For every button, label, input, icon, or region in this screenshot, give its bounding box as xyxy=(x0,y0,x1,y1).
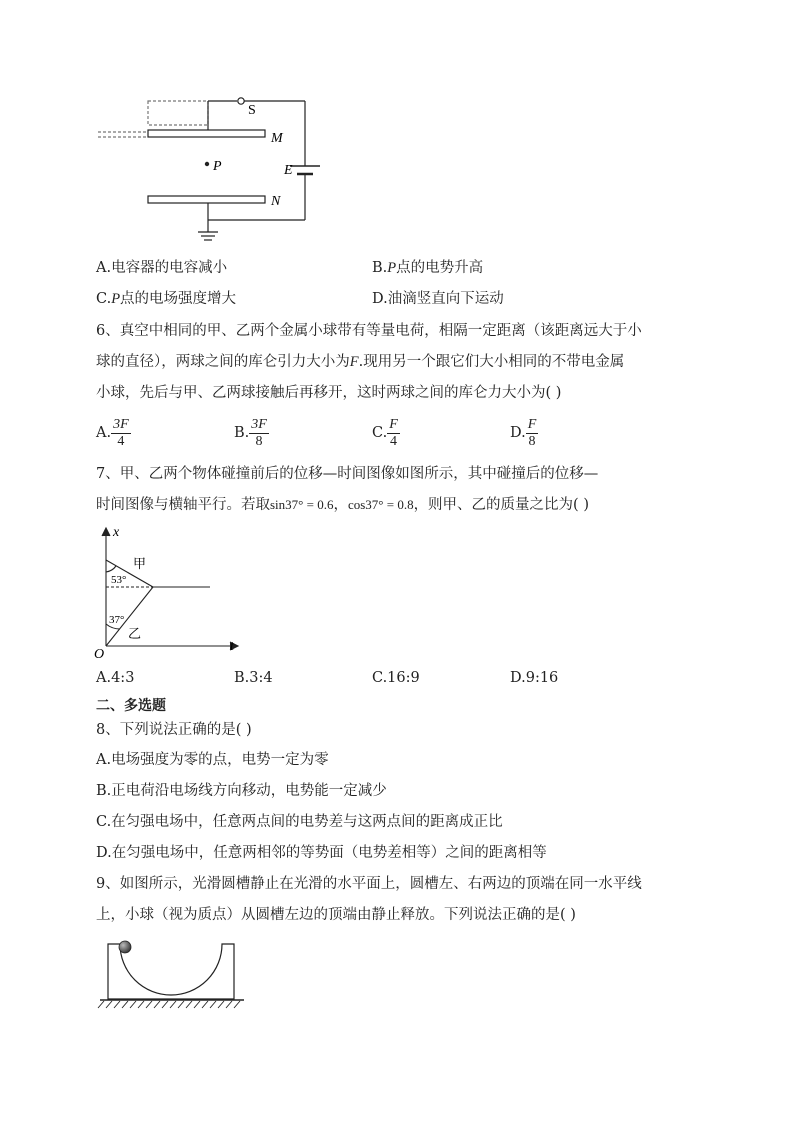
q9-stem-line1: 9、如图所示，光滑圆槽静止在光滑的水平面上，圆槽左、右两边的顶端在同一水平线 xyxy=(96,876,642,892)
q6-stem-line2: 球的直径），两球之间的库仑引力大小为F.现用另一个跟它们大小相同的不带电金属 xyxy=(96,354,625,370)
q7-option-b: B.3:4 xyxy=(234,670,273,686)
label-n: N xyxy=(271,194,281,209)
angle-53-label: 53° xyxy=(111,574,127,586)
q7-stem-line1: 7、甲、乙两个物体碰撞前后的位移—时间图像如图所示，其中碰撞后的位移— xyxy=(96,466,599,482)
q6-option-d: D. $\frac{F}{8}$ xyxy=(510,416,537,449)
axis-t-label: t xyxy=(230,639,234,654)
jia-label: 甲 xyxy=(133,556,147,571)
plate-n xyxy=(148,196,265,203)
q7-option-c: C.16:9 xyxy=(372,670,420,686)
q9-stem-line2: 上，小球（视为质点）从圆槽左边的顶端由静止释放。下列说法正确的是( ) xyxy=(96,907,576,923)
label-e: E xyxy=(284,163,293,178)
q8-option-b: B.正电荷沿电场线方向移动，电势能一定减少 xyxy=(96,783,387,799)
semicircular-groove-figure xyxy=(94,936,250,1016)
dashed-plate-outline xyxy=(148,101,208,125)
q6-option-a: A. $\frac{3F}{4}$ xyxy=(96,416,129,449)
label-p: P xyxy=(213,159,222,174)
ball xyxy=(119,941,131,953)
q6-option-b: B. $\frac{3F}{8}$ xyxy=(234,416,267,449)
q6-stem-line3: 小球，先后与甲、乙两球接触后再移开，这时两球之间的库仑力大小为( ) xyxy=(96,385,562,401)
q6-stem-line1: 6、真空中相同的甲、乙两个金属小球带有等量电荷，相隔一定距离（该距离远大于小 xyxy=(96,323,642,339)
q7-option-a: A.4:3 xyxy=(96,670,135,686)
label-s: S xyxy=(248,103,256,118)
capacitor-circuit-figure xyxy=(90,90,330,250)
q5-option-c: C.P点的电场强度增大 xyxy=(96,291,237,307)
origin-label: O xyxy=(94,647,105,660)
label-m: M xyxy=(271,131,283,146)
q6-option-c: C. $\frac{F}{4}$ xyxy=(372,416,398,449)
q8-option-a: A.电场强度为零的点，电势一定为零 xyxy=(96,752,329,768)
yi-label: 乙 xyxy=(128,626,142,641)
angle-37-label: 37° xyxy=(109,614,125,626)
q8-option-d: D.在匀强电场中，任意两相邻的等势面（电势差相等）之间的距离相等 xyxy=(96,845,547,861)
section-heading: 二、多选题 xyxy=(96,698,166,714)
point-p xyxy=(205,162,209,166)
q5-option-b: B.P点的电势升高 xyxy=(372,260,484,276)
plate-m xyxy=(148,130,265,137)
q7-stem-line2: 时间图像与横轴平行。若取sin37° = 0.6，cos37° = 0.8，则甲、乙的质量之比为( ) xyxy=(96,497,589,513)
q7-position-time-graph xyxy=(92,520,252,660)
q5-option-d: D.油滴竖直向下运动 xyxy=(372,291,504,307)
axis-x-label: x xyxy=(113,525,120,540)
q5-option-a: A.电容器的电容减小 xyxy=(96,260,228,276)
q8-stem: 8、下列说法正确的是( ) xyxy=(96,722,252,738)
q7-option-d: D.9:16 xyxy=(510,670,559,686)
q8-option-c: C.在匀强电场中，任意两点间的电势差与这两点间的距离成正比 xyxy=(96,814,503,830)
